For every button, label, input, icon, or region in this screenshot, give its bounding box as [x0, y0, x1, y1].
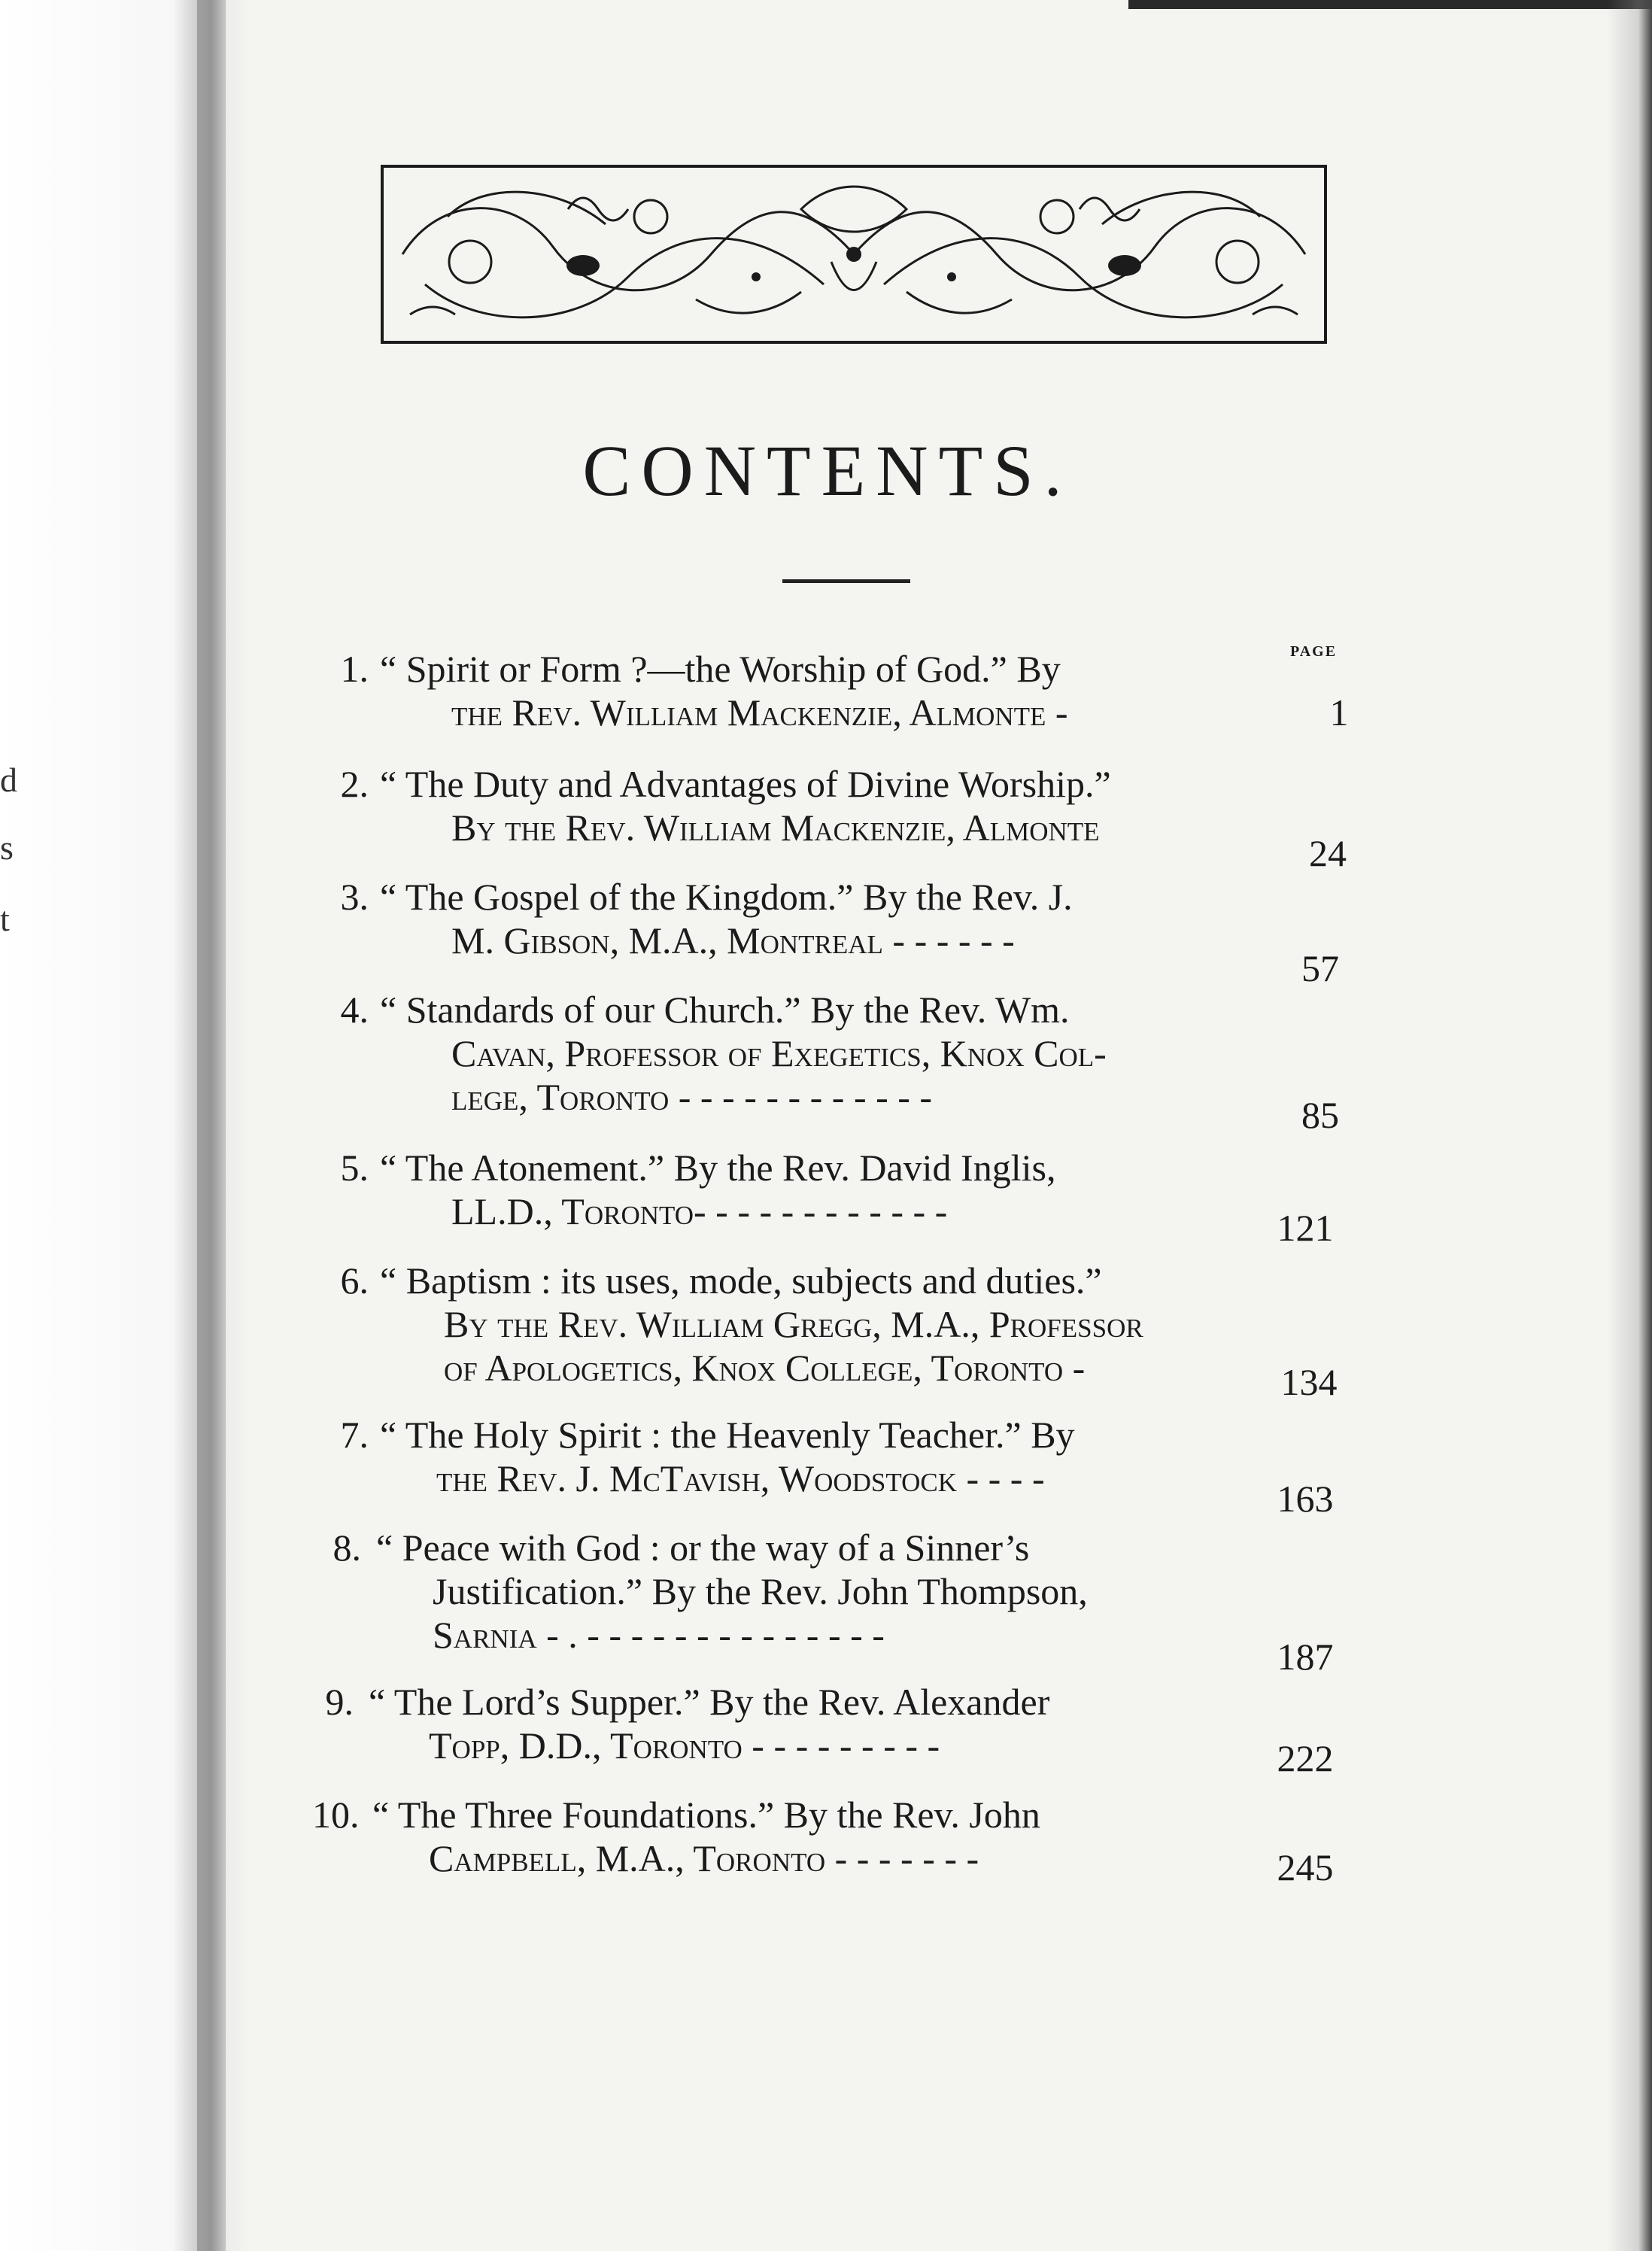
entry-line: By the Rev. William Mackenzie, Almonte — [451, 807, 1100, 849]
entry-line: “ The Duty and Advantages of Divine Worship.” — [380, 763, 1111, 805]
page-title: CONTENTS. — [582, 430, 1073, 511]
entry-line: “ The Holy Spirit : the Heavenly Teacher.” By — [380, 1414, 1075, 1456]
entry-page-number: 121 — [1277, 1207, 1334, 1249]
entry-line: Sarnia - . - - - - - - - - - - - - - - — [433, 1614, 885, 1656]
entry-number: 7. — [340, 1414, 369, 1456]
entry-page-number: 85 — [1301, 1094, 1339, 1136]
entry-line: the Rev. William Mackenzie, Almonte - — [451, 691, 1068, 734]
margin-fragment: s — [0, 828, 14, 867]
entry-line: the Rev. J. McTavish, Woodstock - - - - — [436, 1457, 1045, 1499]
entry-line: “ Standards of our Church.” By the Rev. Wm. — [380, 989, 1070, 1031]
entry-line: lege, Toronto - - - - - - - - - - - - — [451, 1076, 933, 1118]
entry-line: “ Peace with God : or the way of a Sinner’s — [376, 1526, 1030, 1569]
entry-line: Cavan, Professor of Exegetics, Knox Col- — [451, 1032, 1107, 1074]
entry-number: 3. — [340, 876, 369, 918]
entry-number: 10. — [312, 1794, 360, 1836]
entry-line: “ The Atonement.” By the Rev. David Inglis, — [380, 1147, 1056, 1189]
entry-line: M. Gibson, M.A., Montreal - - - - - - — [451, 919, 1015, 961]
margin-fragment: t — [0, 900, 10, 938]
entry-line: “ Spirit or Form ?—the Worship of God.” By — [380, 648, 1061, 690]
entry-line: “ The Gospel of the Kingdom.” By the Rev. J. — [380, 876, 1073, 918]
scan-edge — [1128, 0, 1652, 9]
entry-number: 5. — [340, 1147, 369, 1189]
entry-line: LL.D., Toronto- - - - - - - - - - - - — [451, 1190, 948, 1232]
entry-line: “ Baptism : its uses, mode, subjects and duties.” — [380, 1259, 1102, 1302]
entry-number: 6. — [340, 1259, 369, 1302]
entry-page-number: 1 — [1329, 691, 1349, 734]
entry-number: 2. — [340, 763, 369, 805]
entry-line: Campbell, M.A., Toronto - - - - - - - — [429, 1837, 979, 1879]
entry-number: 4. — [340, 989, 369, 1031]
margin-fragment: d — [0, 761, 17, 799]
entry-page-number: 57 — [1301, 947, 1339, 989]
entry-line: “ The Lord’s Supper.” By the Rev. Alexander — [369, 1681, 1050, 1723]
gutter-shadow — [197, 0, 250, 2251]
entry-number: 8. — [333, 1526, 361, 1569]
entry-number: 1. — [340, 648, 369, 690]
entry-number: 9. — [325, 1681, 354, 1723]
page-column-label: PAGE — [1290, 643, 1338, 660]
page-edge — [1607, 0, 1652, 2251]
entry-page-number: 24 — [1309, 832, 1347, 874]
entry-line: “ The Three Foundations.” By the Rev. John — [372, 1794, 1040, 1836]
entry-page-number: 163 — [1277, 1478, 1334, 1520]
ornamental-headpiece — [380, 164, 1328, 345]
title-rule — [782, 579, 910, 583]
left-page-margin — [0, 0, 226, 2251]
entry-line: Justification.” By the Rev. John Thompson, — [433, 1570, 1088, 1612]
entry-page-number: 245 — [1277, 1846, 1334, 1888]
entry-line: Topp, D.D., Toronto - - - - - - - - - — [429, 1724, 940, 1766]
entry-page-number: 222 — [1277, 1737, 1334, 1779]
entry-line: of Apologetics, Knox College, Toronto - — [444, 1347, 1086, 1389]
entry-line: By the Rev. William Gregg, M.A., Professor — [444, 1303, 1143, 1345]
entry-page-number: 187 — [1277, 1636, 1334, 1678]
entry-page-number: 134 — [1280, 1361, 1338, 1403]
